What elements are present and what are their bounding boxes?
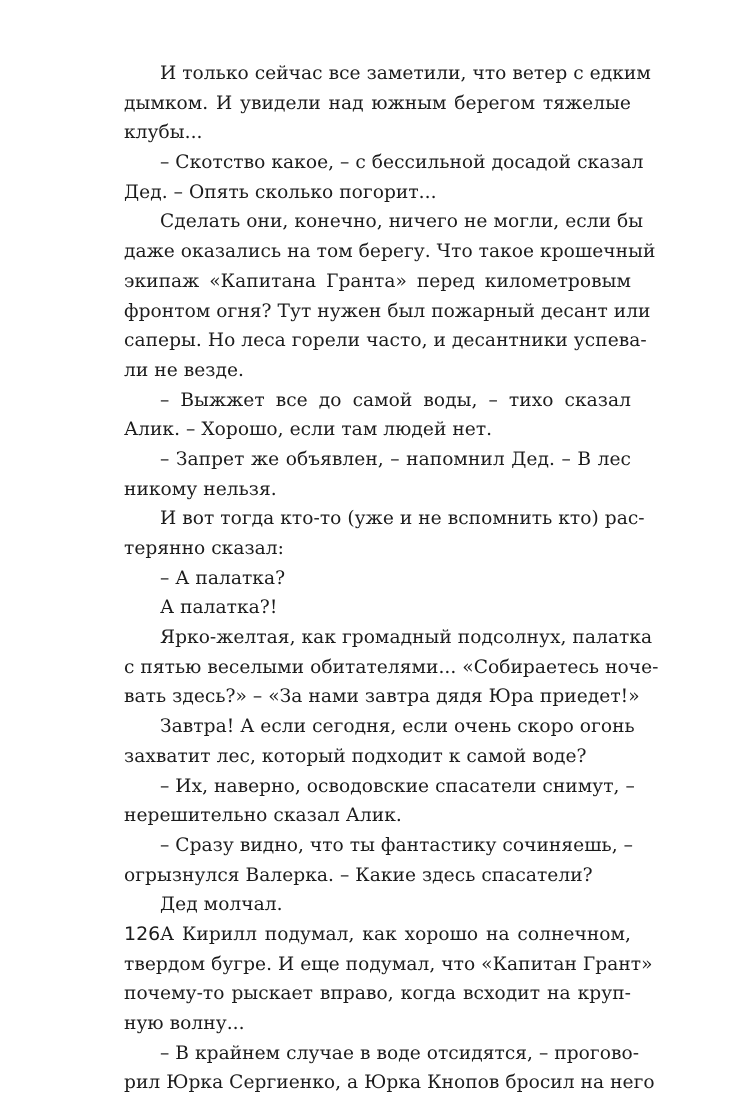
- text-line: с пятью веселыми обитателями... «Собираетесь ноче-: [124, 656, 659, 678]
- text-line: клубы...: [124, 122, 203, 144]
- text-line: – Сразу видно, что ты фантастику сочиняешь, –: [160, 834, 633, 856]
- text-line: – Запрет же объявлен, – напомнил Дед. – В лес: [160, 448, 631, 470]
- text-line: ли не везде.: [124, 359, 244, 381]
- text-line: дымком. И увидели над южным берегом тяжелые: [124, 92, 631, 114]
- text-line: И только сейчас все заметили, что ветер с едким: [160, 63, 651, 84]
- text-line: даже оказались на том берегу. Что такое крошечный: [124, 241, 656, 263]
- text-line: экипаж «Капитана Гранта» перед километровым: [124, 270, 631, 292]
- text-line: огрызнулся Валерка. – Какие здесь спасатели?: [124, 864, 593, 886]
- text-line: Алик. – Хорошо, если там людей нет.: [124, 419, 493, 441]
- text-line: твердом бугре. И еще подумал, что «Капитан Грант»: [124, 953, 653, 975]
- text-line: Дед молчал.: [160, 894, 283, 916]
- text-line: А Кирилл подумал, как хорошо на солнечном,: [160, 923, 631, 945]
- text-line: вать здесь?» – «За нами завтра дядя Юра приедет!»: [124, 686, 640, 708]
- text-line: Дед. – Опять сколько погорит...: [124, 181, 437, 203]
- text-line: почему-то рыскает вправо, когда всходит на круп-: [124, 983, 631, 1005]
- text-line: – А палатка?: [160, 567, 286, 589]
- text-line: захватит лес, который подходит к самой воде?: [124, 745, 587, 767]
- text-line: – Выжжет все до самой воды, – тихо сказал: [160, 389, 631, 411]
- text-line: Сделать они, конечно, ничего не могли, если бы: [160, 211, 644, 233]
- text-line: рил Юрка Сергиенко, а Юрка Кнопов бросил на него: [124, 1072, 655, 1094]
- text-line: Ярко-желтая, как громадный подсолнух, палатка: [160, 627, 653, 649]
- text-line: И вот тогда кто-то (уже и не вспомнить кто) рас-: [160, 508, 645, 530]
- text-line: ную волну...: [124, 1013, 245, 1034]
- page-number: 126: [124, 923, 161, 945]
- text-line: саперы. Но леса горели часто, и десантники успева-: [124, 330, 647, 352]
- text-line: А палатка?!: [160, 597, 278, 619]
- text-line: фронтом огня? Тут нужен был пожарный десант или: [124, 300, 651, 322]
- text-line: Завтра! А если сегодня, если очень скоро огонь: [160, 716, 635, 738]
- text-line: – В крайнем случае в воде отсидятся, – прогово-: [160, 1042, 640, 1064]
- book-page-text: [124, 59, 659, 1098]
- text-line: – Их, наверно, осводовские спасатели снимут, –: [160, 775, 635, 797]
- text-line: нерешительно сказал Алик.: [124, 805, 402, 827]
- text-line: никому нельзя.: [124, 478, 277, 500]
- text-line: терянно сказал:: [124, 538, 284, 559]
- text-line: – Скотство какое, – с бессильной досадой сказал: [160, 152, 644, 174]
